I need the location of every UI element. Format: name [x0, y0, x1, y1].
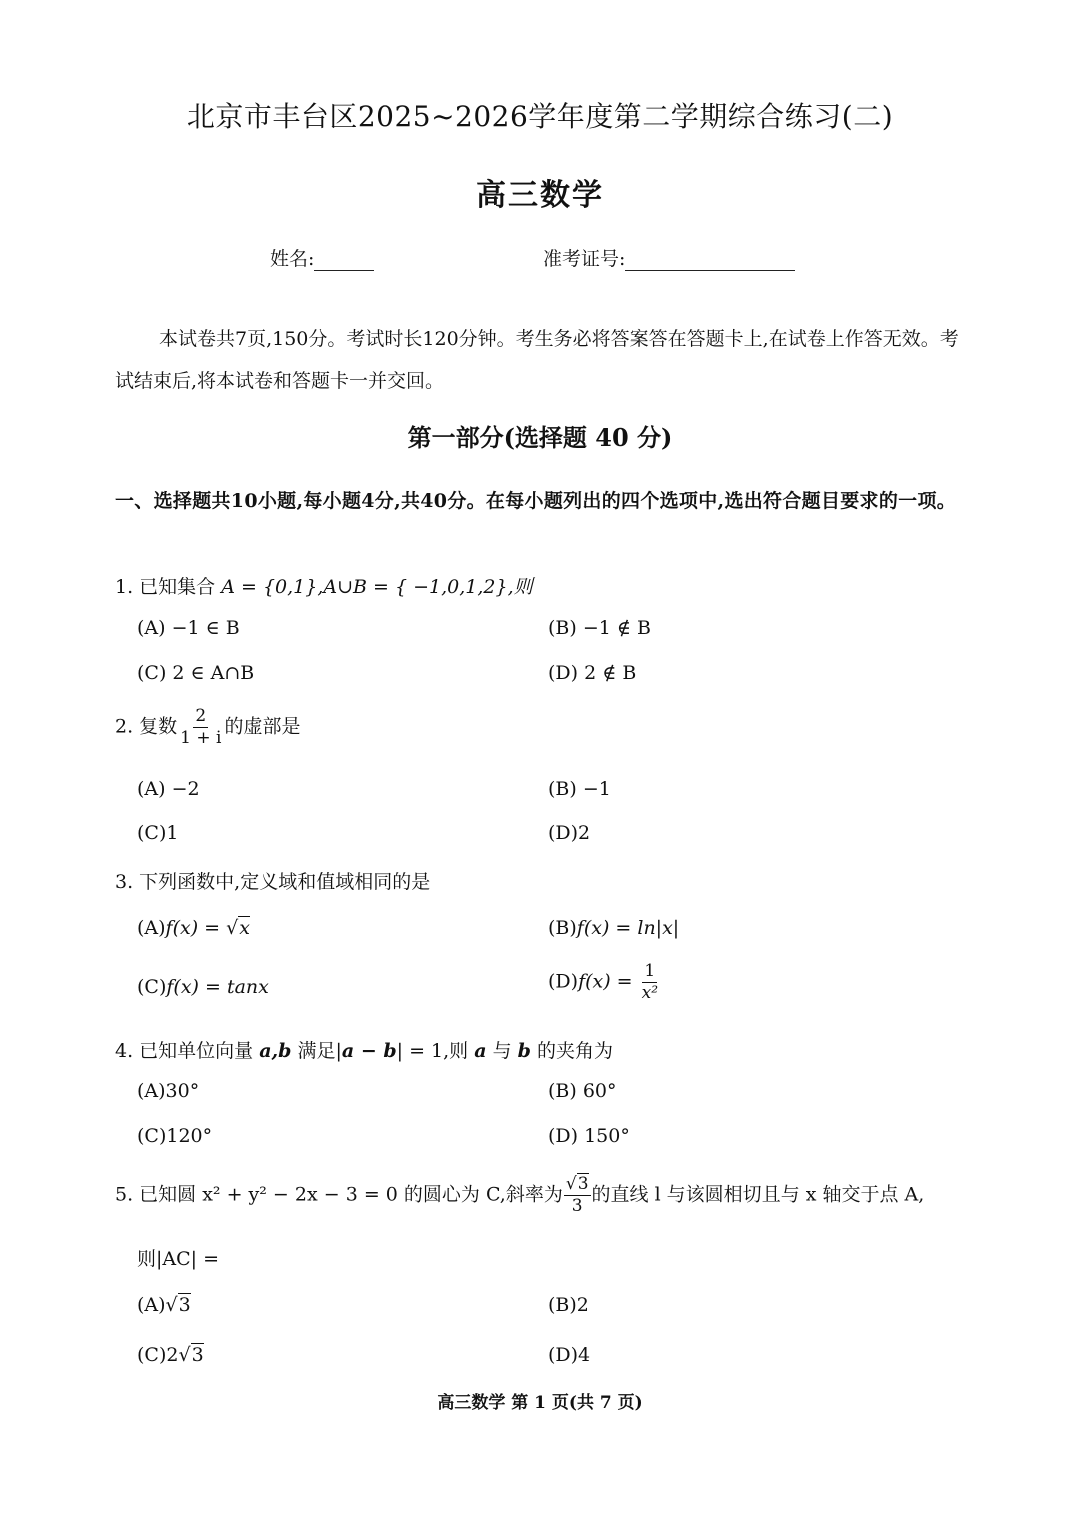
q3-d-denominator: x²	[641, 983, 659, 1003]
q4-vector-diff: a − b	[341, 1040, 397, 1062]
question-1-stem	[115, 572, 533, 599]
q3-d-fraction	[640, 963, 660, 1002]
exam-id-blank	[625, 254, 795, 271]
q2-suffix: 的虚部是	[224, 715, 301, 738]
q4-mid2: | = 1,则	[396, 1040, 475, 1062]
q1-option-b: (B) −1 ∉ B	[548, 617, 651, 639]
q5-option-a: (A)√3	[137, 1294, 191, 1316]
question-4-stem	[115, 1036, 613, 1063]
part1-instructions: 一、选择题共10小题,每小题4分,共40分。在每小题列出的四个选项中,选出符合题目要求的一项。	[115, 490, 957, 512]
question-5-stem	[115, 1176, 924, 1215]
name-blank	[314, 254, 374, 271]
q5-prefix: 5. 已知圆 x² + y² − 2x − 3 = 0 的圆心为 C,斜率为	[115, 1183, 563, 1206]
q2-option-d: (D)2	[548, 822, 591, 844]
q3-a-expr: f(x) =	[165, 917, 227, 939]
q5-c-label: (C)2	[137, 1344, 179, 1366]
q5-suffix: 的直线 l 与该圆相切且与 x 轴交于点 A,	[591, 1183, 925, 1206]
q3-a-label: (A)	[137, 917, 166, 939]
q5-option-b: (B)2	[548, 1294, 589, 1316]
q3-c-label: (C)	[137, 976, 167, 998]
q2-fraction	[178, 708, 223, 747]
q5-option-d: (D)4	[548, 1344, 591, 1366]
q4-and: 与	[486, 1040, 518, 1062]
exam-id-label: 准考证号:	[543, 248, 626, 270]
q2-numerator: 2	[195, 706, 207, 726]
q1-option-d: (D) 2 ∉ B	[548, 662, 637, 684]
q5-numerator: √3	[565, 1174, 589, 1194]
q2-prefix: 2. 复数	[115, 715, 178, 738]
q4-suffix: 的夹角为	[530, 1040, 613, 1062]
q4-option-b: (B) 60°	[548, 1080, 617, 1102]
q2-denominator: 1 + i	[180, 728, 222, 748]
question-5-line2: 则|AC| =	[137, 1248, 220, 1270]
q3-c-expr: f(x) = tanx	[166, 976, 269, 998]
name-field	[270, 244, 374, 271]
q3-d-expr: f(x) =	[578, 970, 639, 993]
exam-intro: 本试卷共7页,150分。考试时长120分钟。考生务必将答案答在答题卡上,在试卷上作答无效。考试结束后,将本试卷和答题卡一并交回。	[115, 328, 959, 392]
q2-option-a: (A) −2	[137, 778, 200, 800]
part1-title: 第一部分(选择题 40 分)	[407, 423, 673, 452]
question-2-stem	[115, 708, 301, 747]
q5-c-radicand: 3	[191, 1344, 204, 1366]
subject-title: 高三数学	[476, 178, 604, 213]
q4-vector-b: b	[517, 1040, 531, 1062]
question-3-stem: 3. 下列函数中,定义域和值域相同的是	[115, 871, 431, 893]
q3-option-d	[548, 963, 661, 1002]
q4-option-c: (C)120°	[137, 1125, 213, 1147]
q5-denominator: 3	[571, 1196, 583, 1216]
q2-option-b: (B) −1	[548, 778, 611, 800]
q4-vector-a: a	[474, 1040, 487, 1062]
q4-option-a: (A)30°	[137, 1080, 200, 1102]
exam-title: 北京市丰台区2025~2026学年度第二学期综合练习(二)	[186, 100, 894, 133]
q1-option-c: (C) 2 ∈ A∩B	[137, 662, 255, 684]
q3-b-label: (B)	[548, 917, 577, 939]
q3-option-b	[548, 917, 679, 939]
q3-a-radicand: x	[239, 917, 250, 939]
q4-vectors: a,b	[259, 1040, 292, 1062]
q3-option-a: (A)f(x) = √x	[137, 917, 250, 939]
page-footer: 高三数学 第 1 页(共 7 页)	[437, 1393, 643, 1413]
q4-option-d: (D) 150°	[548, 1125, 630, 1147]
q3-b-expr: f(x) = ln|x|	[576, 917, 680, 939]
q4-prefix: 4. 已知单位向量	[115, 1040, 260, 1062]
q3-d-label: (D)	[548, 970, 579, 993]
q5-fraction	[564, 1176, 591, 1215]
exam-id-field	[543, 244, 795, 271]
q5-num-radicand: 3	[577, 1174, 589, 1194]
q1-set-expr: A = {0,1},A∪B = { −1,0,1,2},则	[221, 576, 533, 598]
q3-option-c	[137, 976, 269, 998]
q5-a-radicand: 3	[178, 1294, 191, 1316]
name-label: 姓名:	[270, 248, 315, 270]
q1-option-a: (A) −1 ∈ B	[137, 617, 240, 639]
q3-d-numerator: 1	[644, 961, 656, 981]
q5-option-c: (C)2√3	[137, 1344, 204, 1366]
q5-a-label: (A)	[137, 1294, 166, 1316]
q2-option-c: (C)1	[137, 822, 179, 844]
q1-prefix: 1. 已知集合	[115, 576, 222, 598]
q4-mid: 满足|	[291, 1040, 342, 1062]
